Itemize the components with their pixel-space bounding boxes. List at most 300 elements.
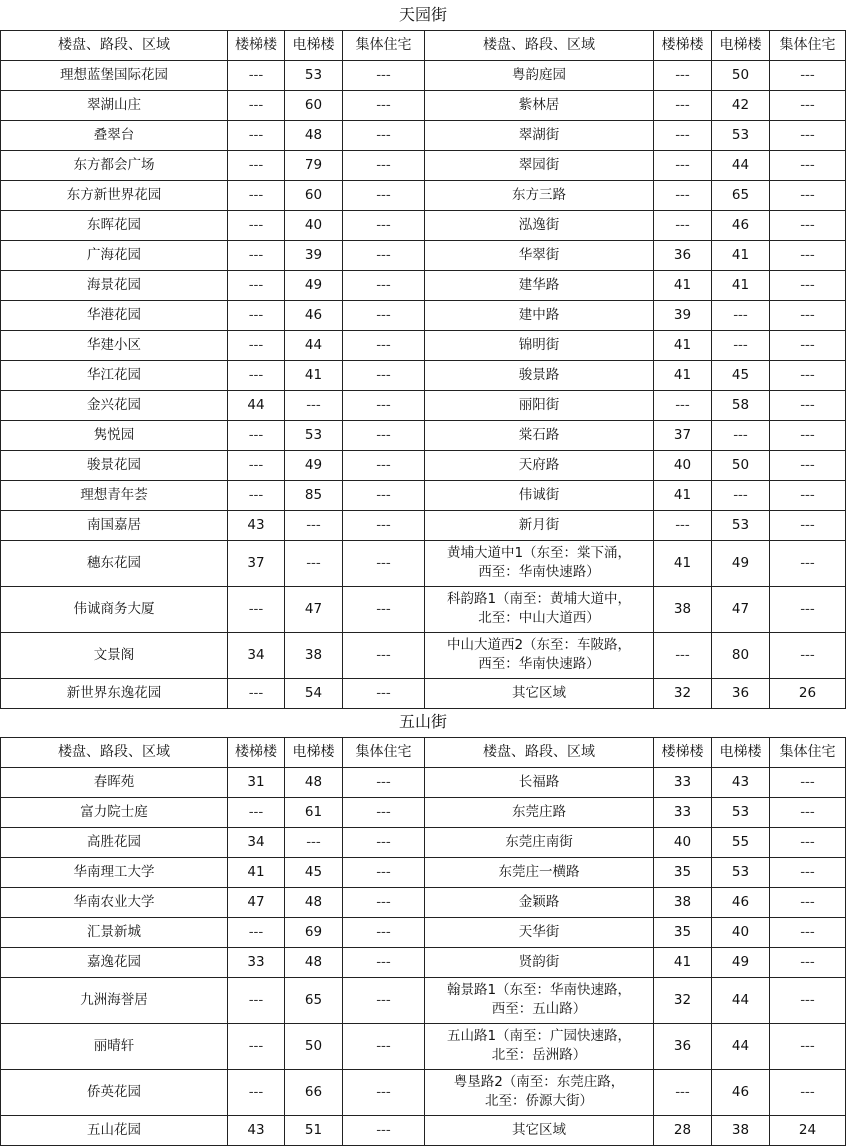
value-cell: ---: [285, 390, 343, 420]
location-cell: 九洲海誉居: [1, 977, 228, 1023]
location-line: 中山大道西2（东至：车陂路，: [446, 637, 632, 653]
value-cell: 38: [285, 632, 343, 678]
value-cell: ---: [228, 300, 285, 330]
value-cell: ---: [712, 330, 770, 360]
table-row: [1, 270, 846, 300]
value-cell: 80: [712, 632, 770, 678]
value-cell: 47: [712, 586, 770, 632]
value-cell: 44: [712, 1023, 770, 1069]
table-row: [1, 480, 846, 510]
location-cell: 建中路: [425, 300, 654, 330]
column-header: 楼梯楼: [654, 30, 712, 60]
table-row: [1, 767, 846, 797]
value-cell: ---: [654, 150, 712, 180]
table-row: [1, 360, 846, 390]
column-header: 集体住宅: [343, 737, 425, 767]
location-cell: 侨英花园: [1, 1069, 228, 1115]
value-cell: 85: [285, 480, 343, 510]
location-cell: 华港花园: [1, 300, 228, 330]
value-cell: ---: [770, 767, 846, 797]
value-cell: ---: [343, 180, 425, 210]
column-header: 楼盘、路段、区域: [1, 30, 228, 60]
location-cell: 文景阁: [1, 632, 228, 678]
value-cell: ---: [770, 797, 846, 827]
table-row: [1, 887, 846, 917]
column-header: 楼梯楼: [228, 30, 285, 60]
location-cell: 广海花园: [1, 240, 228, 270]
value-cell: 48: [285, 120, 343, 150]
value-cell: 49: [712, 947, 770, 977]
location-cell: 金兴花园: [1, 390, 228, 420]
value-cell: ---: [770, 300, 846, 330]
value-cell: ---: [770, 917, 846, 947]
location-cell: 东晖花园: [1, 210, 228, 240]
value-cell: 47: [285, 586, 343, 632]
value-cell: ---: [228, 1023, 285, 1069]
value-cell: 38: [654, 887, 712, 917]
value-cell: 38: [712, 1115, 770, 1145]
value-cell: ---: [343, 887, 425, 917]
location-cell: 华建小区: [1, 330, 228, 360]
location-cell: 金颖路: [425, 887, 654, 917]
value-cell: ---: [770, 510, 846, 540]
value-cell: ---: [343, 977, 425, 1023]
value-cell: ---: [770, 1023, 846, 1069]
value-cell: 35: [654, 917, 712, 947]
location-cell: 南国嘉居: [1, 510, 228, 540]
location-cell: 粤韵庭园: [425, 60, 654, 90]
value-cell: ---: [343, 300, 425, 330]
location-cell: 汇景新城: [1, 917, 228, 947]
value-cell: 36: [712, 678, 770, 708]
value-cell: 49: [712, 540, 770, 586]
value-cell: 46: [712, 210, 770, 240]
value-cell: ---: [770, 977, 846, 1023]
location-cell: 翠园街: [425, 150, 654, 180]
value-cell: ---: [228, 480, 285, 510]
value-cell: 51: [285, 1115, 343, 1145]
table-row: [1, 510, 846, 540]
column-header: 电梯楼: [285, 737, 343, 767]
location-cell: 丽晴轩: [1, 1023, 228, 1069]
table-row: [1, 540, 846, 586]
header-row: [1, 30, 846, 60]
value-cell: 48: [285, 767, 343, 797]
location-cell: 春晖苑: [1, 767, 228, 797]
location-cell: 天华街: [425, 917, 654, 947]
column-header: 电梯楼: [285, 30, 343, 60]
column-header: 电梯楼: [712, 737, 770, 767]
value-cell: 65: [285, 977, 343, 1023]
value-cell: ---: [343, 270, 425, 300]
value-cell: 49: [285, 270, 343, 300]
value-cell: ---: [654, 210, 712, 240]
location-line: 北至：岳洲路）: [491, 1047, 587, 1063]
value-cell: 50: [712, 450, 770, 480]
section-table-wushan: [0, 707, 846, 1146]
value-cell: ---: [343, 947, 425, 977]
value-cell: ---: [343, 210, 425, 240]
value-cell: ---: [770, 450, 846, 480]
table-row: [1, 150, 846, 180]
value-cell: ---: [343, 420, 425, 450]
table-row: [1, 240, 846, 270]
location-line: 科韵路1（南至：黄埔大道中，: [446, 591, 632, 607]
column-header: 楼盘、路段、区域: [425, 30, 654, 60]
value-cell: 36: [654, 240, 712, 270]
location-cell: [425, 540, 654, 586]
value-cell: 53: [712, 797, 770, 827]
value-cell: 33: [654, 767, 712, 797]
value-cell: 41: [654, 540, 712, 586]
column-header: 楼梯楼: [228, 737, 285, 767]
value-cell: ---: [343, 450, 425, 480]
table-row: [1, 300, 846, 330]
location-line: 西至：华南快速路）: [478, 564, 600, 580]
value-cell: 40: [654, 450, 712, 480]
value-cell: ---: [343, 827, 425, 857]
value-cell: ---: [343, 390, 425, 420]
value-cell: 35: [654, 857, 712, 887]
table-row: [1, 420, 846, 450]
value-cell: ---: [228, 917, 285, 947]
value-cell: ---: [770, 857, 846, 887]
value-cell: 65: [712, 180, 770, 210]
value-cell: 38: [654, 586, 712, 632]
location-cell: 紫林居: [425, 90, 654, 120]
value-cell: 60: [285, 180, 343, 210]
value-cell: ---: [770, 60, 846, 90]
value-cell: 50: [285, 1023, 343, 1069]
section-title-row: [1, 707, 846, 737]
location-cell: 东莞庄南街: [425, 827, 654, 857]
value-cell: 40: [654, 827, 712, 857]
value-cell: ---: [343, 797, 425, 827]
column-header: 电梯楼: [712, 30, 770, 60]
value-cell: ---: [228, 150, 285, 180]
value-cell: ---: [285, 540, 343, 586]
value-cell: ---: [770, 120, 846, 150]
value-cell: 69: [285, 917, 343, 947]
value-cell: 37: [228, 540, 285, 586]
column-header: 集体住宅: [343, 30, 425, 60]
value-cell: ---: [228, 270, 285, 300]
value-cell: 47: [228, 887, 285, 917]
location-cell: 翠湖街: [425, 120, 654, 150]
location-line: 西至：五山路）: [491, 1001, 587, 1017]
location-cell: 新世界东逸花园: [1, 678, 228, 708]
location-cell: 伟诚商务大厦: [1, 586, 228, 632]
table-row: [1, 330, 846, 360]
table-row: [1, 827, 846, 857]
value-cell: ---: [654, 1069, 712, 1115]
value-cell: ---: [770, 420, 846, 450]
value-cell: 32: [654, 977, 712, 1023]
table-row: [1, 586, 846, 632]
value-cell: 54: [285, 678, 343, 708]
location-line: 五山路1（南至：广园快速路，: [446, 1028, 632, 1044]
location-cell: 富力院士庭: [1, 797, 228, 827]
location-cell: 东方三路: [425, 180, 654, 210]
value-cell: 43: [712, 767, 770, 797]
location-cell: 贤韵街: [425, 947, 654, 977]
value-cell: ---: [343, 678, 425, 708]
value-cell: ---: [770, 270, 846, 300]
location-line: 北至：中山大道西）: [478, 610, 600, 626]
section-title: 天园街: [1, 0, 846, 30]
location-cell: 海景花园: [1, 270, 228, 300]
value-cell: 58: [712, 390, 770, 420]
value-cell: 43: [228, 510, 285, 540]
location-cell: 棠石路: [425, 420, 654, 450]
location-line: 翰景路1（东至：华南快速路，: [446, 982, 632, 998]
value-cell: ---: [343, 240, 425, 270]
location-cell: 长福路: [425, 767, 654, 797]
table-row: [1, 1069, 846, 1115]
value-cell: ---: [770, 90, 846, 120]
location-cell: [425, 632, 654, 678]
value-cell: ---: [770, 480, 846, 510]
location-cell: 叠翠台: [1, 120, 228, 150]
value-cell: 36: [654, 1023, 712, 1069]
location-cell: 泓逸街: [425, 210, 654, 240]
value-cell: ---: [343, 90, 425, 120]
value-cell: ---: [228, 678, 285, 708]
location-cell: 理想蓝堡国际花园: [1, 60, 228, 90]
value-cell: 33: [654, 797, 712, 827]
value-cell: 50: [712, 60, 770, 90]
value-cell: ---: [343, 360, 425, 390]
value-cell: 53: [712, 510, 770, 540]
value-cell: 28: [654, 1115, 712, 1145]
value-cell: 48: [285, 947, 343, 977]
table-row: [1, 1023, 846, 1069]
value-cell: ---: [228, 360, 285, 390]
value-cell: ---: [343, 150, 425, 180]
value-cell: ---: [654, 180, 712, 210]
value-cell: 49: [285, 450, 343, 480]
value-cell: ---: [770, 540, 846, 586]
value-cell: ---: [228, 420, 285, 450]
table-row: [1, 60, 846, 90]
table-row: [1, 917, 846, 947]
value-cell: ---: [228, 450, 285, 480]
location-cell: 穗东花园: [1, 540, 228, 586]
value-cell: 41: [654, 360, 712, 390]
value-cell: ---: [770, 180, 846, 210]
location-cell: 隽悦园: [1, 420, 228, 450]
location-cell: 华南理工大学: [1, 857, 228, 887]
location-cell: 丽阳街: [425, 390, 654, 420]
value-cell: 24: [770, 1115, 846, 1145]
value-cell: ---: [654, 390, 712, 420]
value-cell: ---: [770, 947, 846, 977]
value-cell: 66: [285, 1069, 343, 1115]
value-cell: ---: [712, 300, 770, 330]
section-title-row: [1, 0, 846, 30]
table-row: [1, 678, 846, 708]
value-cell: 26: [770, 678, 846, 708]
location-cell: 伟诚街: [425, 480, 654, 510]
value-cell: ---: [228, 797, 285, 827]
value-cell: 34: [228, 827, 285, 857]
location-cell: 锦明街: [425, 330, 654, 360]
location-line: 粤垦路2（南至：东莞庄路，: [453, 1074, 625, 1090]
location-cell: 天府路: [425, 450, 654, 480]
value-cell: ---: [228, 60, 285, 90]
value-cell: 33: [228, 947, 285, 977]
value-cell: ---: [654, 120, 712, 150]
table-row: [1, 1115, 846, 1145]
location-cell: [425, 1023, 654, 1069]
value-cell: 37: [654, 420, 712, 450]
value-cell: 46: [285, 300, 343, 330]
value-cell: ---: [654, 60, 712, 90]
value-cell: ---: [285, 510, 343, 540]
value-cell: ---: [770, 330, 846, 360]
table-row: [1, 450, 846, 480]
table-row: [1, 390, 846, 420]
value-cell: ---: [228, 586, 285, 632]
value-cell: ---: [770, 240, 846, 270]
value-cell: 31: [228, 767, 285, 797]
value-cell: ---: [770, 360, 846, 390]
location-cell: 新月街: [425, 510, 654, 540]
location-cell: 高胜花园: [1, 827, 228, 857]
value-cell: ---: [228, 90, 285, 120]
location-cell: 建华路: [425, 270, 654, 300]
value-cell: ---: [770, 390, 846, 420]
table-row: [1, 977, 846, 1023]
column-header: 楼盘、路段、区域: [425, 737, 654, 767]
column-header: 楼盘、路段、区域: [1, 737, 228, 767]
location-cell: [425, 977, 654, 1023]
value-cell: 60: [285, 90, 343, 120]
value-cell: ---: [228, 240, 285, 270]
value-cell: ---: [228, 210, 285, 240]
table-row: [1, 210, 846, 240]
value-cell: ---: [343, 1023, 425, 1069]
table-row: [1, 120, 846, 150]
table-row: [1, 857, 846, 887]
value-cell: 41: [228, 857, 285, 887]
value-cell: ---: [228, 1069, 285, 1115]
location-cell: 翠湖山庄: [1, 90, 228, 120]
value-cell: ---: [770, 150, 846, 180]
section-title: 五山街: [1, 707, 846, 737]
value-cell: 41: [654, 270, 712, 300]
value-cell: ---: [343, 1069, 425, 1115]
location-line: 北至：侨源大街）: [485, 1093, 593, 1109]
value-cell: 40: [285, 210, 343, 240]
location-cell: 五山花园: [1, 1115, 228, 1145]
value-cell: 53: [712, 857, 770, 887]
value-cell: ---: [228, 120, 285, 150]
value-cell: 41: [285, 360, 343, 390]
location-line: 黄埔大道中1（东至：棠下涌，: [446, 545, 632, 561]
value-cell: 40: [712, 917, 770, 947]
value-cell: ---: [343, 120, 425, 150]
value-cell: 55: [712, 827, 770, 857]
value-cell: 44: [712, 150, 770, 180]
value-cell: ---: [770, 887, 846, 917]
value-cell: 42: [712, 90, 770, 120]
location-cell: 东莞庄一横路: [425, 857, 654, 887]
value-cell: ---: [228, 180, 285, 210]
value-cell: 53: [285, 420, 343, 450]
value-cell: ---: [285, 827, 343, 857]
value-cell: ---: [343, 857, 425, 887]
value-cell: 39: [285, 240, 343, 270]
value-cell: ---: [654, 90, 712, 120]
value-cell: 44: [228, 390, 285, 420]
value-cell: 79: [285, 150, 343, 180]
value-cell: ---: [770, 827, 846, 857]
location-line: 西至：华南快速路）: [478, 656, 600, 672]
value-cell: 41: [654, 947, 712, 977]
value-cell: 41: [712, 270, 770, 300]
location-cell: 华江花园: [1, 360, 228, 390]
value-cell: ---: [770, 586, 846, 632]
location-cell: 骏景路: [425, 360, 654, 390]
value-cell: ---: [654, 632, 712, 678]
value-cell: 41: [654, 330, 712, 360]
value-cell: ---: [770, 1069, 846, 1115]
column-header: 集体住宅: [770, 30, 846, 60]
table-row: [1, 947, 846, 977]
value-cell: ---: [228, 977, 285, 1023]
value-cell: 44: [712, 977, 770, 1023]
location-cell: [425, 586, 654, 632]
value-cell: ---: [343, 510, 425, 540]
column-header: 集体住宅: [770, 737, 846, 767]
location-cell: [425, 1069, 654, 1115]
table-row: [1, 632, 846, 678]
value-cell: ---: [343, 917, 425, 947]
location-cell: 骏景花园: [1, 450, 228, 480]
value-cell: 43: [228, 1115, 285, 1145]
header-row: [1, 737, 846, 767]
location-cell: 华翠街: [425, 240, 654, 270]
value-cell: 46: [712, 887, 770, 917]
value-cell: 34: [228, 632, 285, 678]
value-cell: 45: [712, 360, 770, 390]
value-cell: ---: [343, 632, 425, 678]
table-row: [1, 797, 846, 827]
value-cell: ---: [343, 1115, 425, 1145]
value-cell: 41: [654, 480, 712, 510]
location-cell: 东方都会广场: [1, 150, 228, 180]
table-row: [1, 90, 846, 120]
location-cell: 嘉逸花园: [1, 947, 228, 977]
value-cell: ---: [770, 632, 846, 678]
value-cell: 44: [285, 330, 343, 360]
location-cell: 其它区域: [425, 678, 654, 708]
value-cell: 45: [285, 857, 343, 887]
value-cell: 41: [712, 240, 770, 270]
value-cell: ---: [712, 420, 770, 450]
value-cell: ---: [343, 540, 425, 586]
value-cell: ---: [343, 767, 425, 797]
location-cell: 华南农业大学: [1, 887, 228, 917]
value-cell: ---: [654, 510, 712, 540]
column-header: 楼梯楼: [654, 737, 712, 767]
value-cell: 53: [712, 120, 770, 150]
location-cell: 东莞庄路: [425, 797, 654, 827]
value-cell: 39: [654, 300, 712, 330]
value-cell: ---: [343, 60, 425, 90]
value-cell: ---: [343, 480, 425, 510]
